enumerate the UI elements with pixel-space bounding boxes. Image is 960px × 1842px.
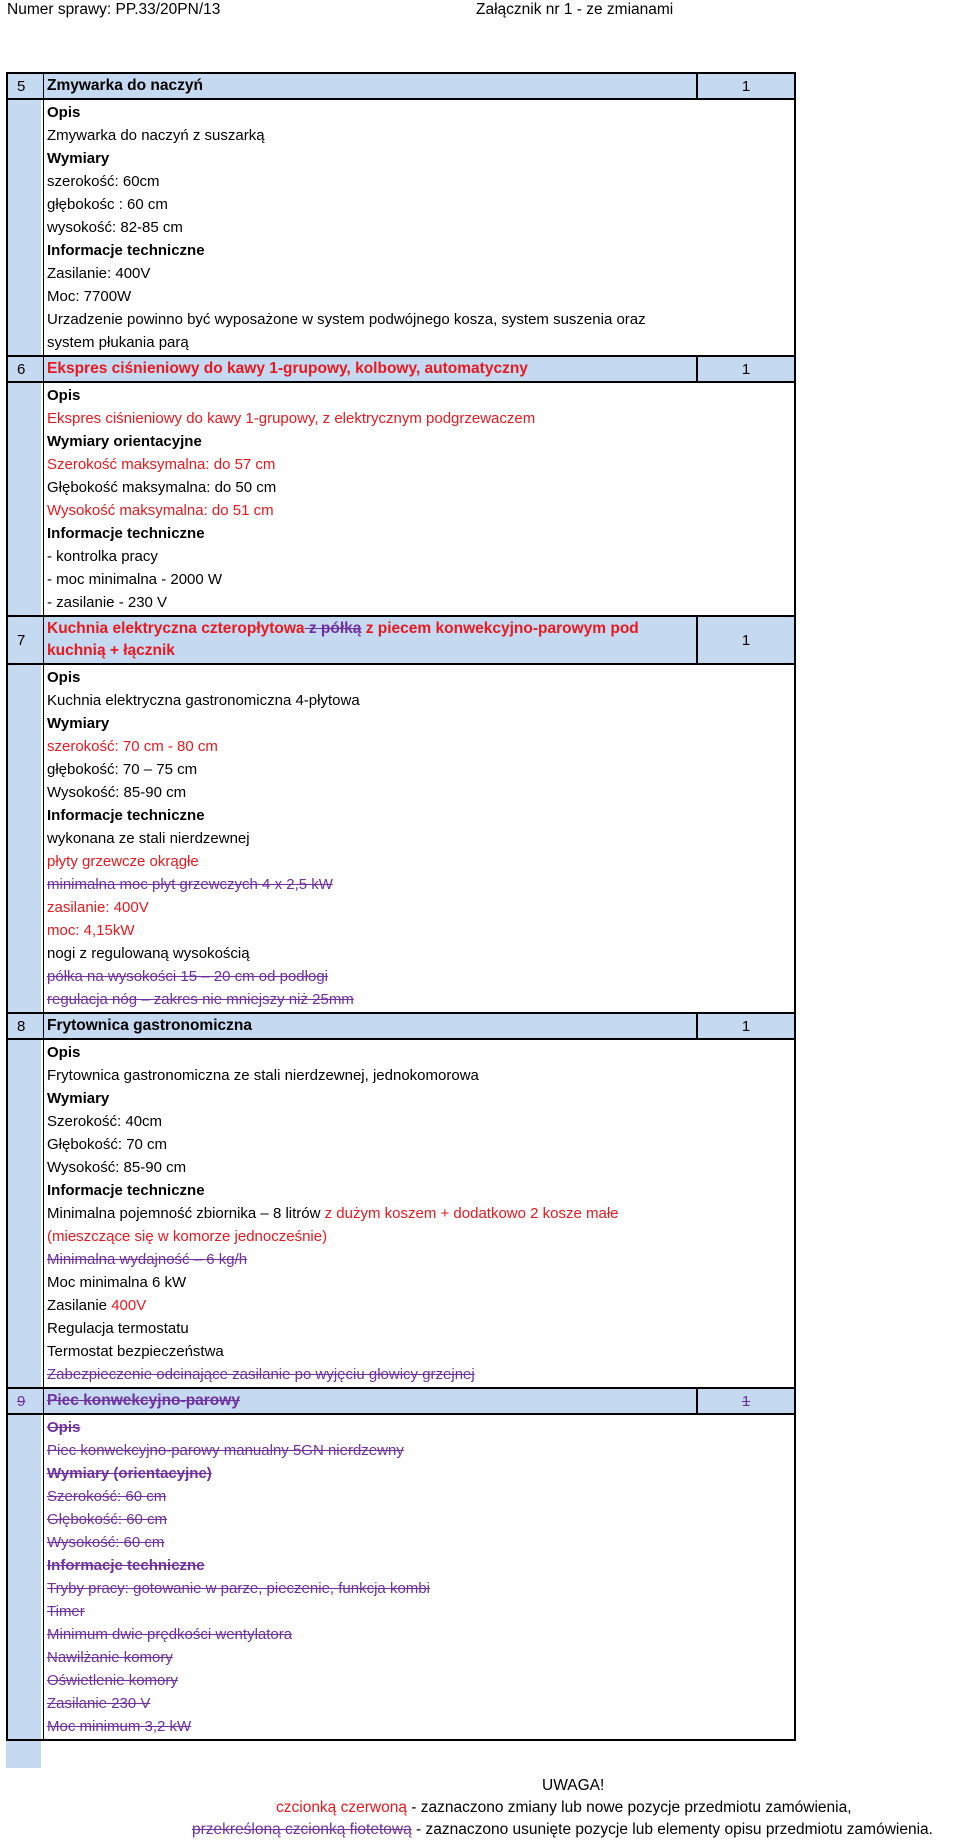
description-line: Wymiary (orientacyjne) [47, 1465, 212, 1482]
description-line: - zasilanie - 230 V [47, 594, 168, 611]
page-header [0, 0, 960, 28]
item-quantity: 1 [741, 360, 751, 378]
item-quantity: 1 [741, 1017, 751, 1035]
description-line: Opis [47, 387, 81, 404]
description-line [47, 1294, 794, 1317]
item-section [6, 72, 796, 357]
description-line: wysokość: 82-85 cm [47, 219, 183, 236]
description-line: głębokośc : 60 cm [47, 196, 168, 213]
description-line: Wysokość maksymalna: do 51 cm [47, 502, 274, 519]
description-line: Wymiary [47, 1090, 110, 1107]
description-line: Opis [47, 1419, 81, 1436]
description-line: zasilanie: 400V [47, 899, 149, 916]
description-line: szerokość: 60cm [47, 173, 160, 190]
description-line: Urzadzenie powinno być wyposażone w system podwójnego kosza, system suszenia oraz [47, 311, 646, 328]
description-line: Wysokość: 85-90 cm [47, 784, 187, 801]
item-section [6, 617, 796, 1014]
description-line: Wymiary orientacyjne [47, 433, 202, 450]
description-line: płyty grzewcze okrągłe [47, 853, 199, 870]
item-number: 9 [17, 1392, 26, 1410]
description-line: Opis [47, 104, 81, 121]
item-header-row [8, 617, 794, 665]
item-title-text: Zmywarka do naczyń [47, 77, 203, 94]
item-title-text: Piec konwekcyjno-parowy [47, 1392, 240, 1409]
items-table [6, 72, 796, 1741]
legend-strike-sample: przekreśloną czcionką fiotetową [192, 1821, 412, 1838]
description-line: Nawilżanie komory [47, 1649, 173, 1666]
description-line: Oświetlenie komory [47, 1672, 178, 1689]
description-line: Minimum dwie prędkości wentylatora [47, 1626, 293, 1643]
item-description [43, 100, 794, 355]
item-quantity: 1 [741, 77, 751, 95]
description-line: Zasilanie 230 V [47, 1695, 151, 1712]
description-line: Szerokość maksymalna: do 57 cm [47, 456, 276, 473]
description-line: Wysokość: 60 cm [47, 1534, 165, 1551]
description-line: Tryby pracy: gotowanie w parze, pieczenie, funkcja kombi [47, 1580, 430, 1597]
description-line: - kontrolka pracy [47, 548, 158, 565]
item-title [43, 617, 698, 663]
item-number: 8 [17, 1017, 26, 1035]
item-description [43, 383, 794, 615]
item-number: 7 [17, 631, 26, 649]
description-line: Moc minimum 3,2 kW [47, 1718, 192, 1735]
description-line: Piec konwekcyjno-parowy manualny 5GN nierdzewny [47, 1442, 404, 1459]
description-line: Frytownica gastronomiczna ze stali nierdzewnej, jednokomorowa [47, 1067, 479, 1084]
legend-strike-text: - zaznaczono usunięte pozycje lub elementy opisu przedmiotu zamówienia. [411, 1821, 933, 1838]
description-line: Zasilanie: 400V [47, 265, 151, 282]
item-description [43, 1415, 794, 1739]
description-line: Opis [47, 669, 81, 686]
description-line: Moc minimalna 6 kW [47, 1274, 187, 1291]
description-line: Informacje techniczne [47, 1182, 205, 1199]
item-header-row [8, 1014, 794, 1040]
description-line: Informacje techniczne [47, 242, 205, 259]
description-line: Wysokość: 85-90 cm [47, 1159, 187, 1176]
description-line: szerokość: 70 cm - 80 cm [47, 738, 218, 755]
description-line: (mieszczące się w komorze jednocześnie) [47, 1228, 328, 1245]
item-header-row [8, 357, 794, 383]
description-line: moc: 4,15kW [47, 922, 135, 939]
description-line: Informacje techniczne [47, 807, 205, 824]
description-line: Termostat bezpieczeństwa [47, 1343, 224, 1360]
legend-strike [192, 1819, 933, 1841]
item-quantity: 1 [741, 1392, 751, 1410]
description-line: Regulacja termostatu [47, 1320, 189, 1337]
description-line: regulacja nóg – zakres nie mniejszy niż 25mm [47, 991, 354, 1008]
item-section [6, 357, 796, 617]
case-number: Numer sprawy: PP.33/20PN/13 [7, 1, 221, 18]
description-line: Szerokość: 60 cm [47, 1488, 167, 1505]
item-number: 6 [17, 360, 26, 378]
attachment-label: Załącznik nr 1 - ze zmianami [476, 1, 674, 18]
item-title [43, 74, 698, 98]
description-line: Głębokość: 60 cm [47, 1511, 168, 1528]
item-section [6, 1389, 796, 1741]
description-line: minimalna moc płyt grzewczych 4 x 2,5 kW [47, 876, 333, 893]
item-title-text: Frytownica gastronomiczna [47, 1017, 252, 1034]
item-title-text: Ekspres ciśnieniowy do kawy 1-grupowy, kolbowy, automatyczny [47, 360, 528, 377]
item-title-part: z piecem konwekcyjno-parowym pod kuchnią + łącznik [47, 620, 639, 659]
description-line: - moc minimalna - 2000 W [47, 571, 223, 588]
description-line: Informacje techniczne [47, 1557, 205, 1574]
description-line: nogi z regulowaną wysokością [47, 945, 250, 962]
description-line: Głębokość: 70 cm [47, 1136, 168, 1153]
description-line: Wymiary [47, 715, 110, 732]
warning-label: UWAGA! [542, 1777, 605, 1794]
description-line: Ekspres ciśnieniowy do kawy 1-grupowy, z elektrycznym podgrzewaczem [47, 410, 536, 427]
description-part: Minimalna pojemność zbiornika – 8 litrów [47, 1205, 325, 1222]
item-title [43, 1389, 698, 1413]
description-line [47, 1202, 794, 1225]
description-line: Moc: 7700W [47, 288, 132, 305]
item-header-row [8, 74, 794, 100]
description-line: półka na wysokości 15 – 20 cm od podłogi [47, 968, 329, 985]
description-line: system płukania parą [47, 334, 189, 351]
description-part: z dużym koszem + dodatkowo 2 kosze małe [324, 1205, 619, 1222]
description-part: 400V [111, 1297, 147, 1314]
legend-red-sample: czcionką czerwoną [276, 1799, 407, 1816]
legend-red-text: - zaznaczono zmiany lub nowe pozycje przedmiotu zamówienia, [406, 1799, 852, 1816]
item-title-part: z półką [304, 620, 362, 637]
description-line: Szerokość: 40cm [47, 1113, 163, 1130]
description-line: Wymiary [47, 150, 110, 167]
item-description [43, 665, 794, 1012]
item-header-row [8, 1389, 794, 1415]
item-title-part: Kuchnia elektryczna czteropłytowa [47, 620, 305, 637]
description-line: Opis [47, 1044, 81, 1061]
description-line: Zmywarka do naczyń z suszarką [47, 127, 265, 144]
item-quantity: 1 [741, 631, 751, 649]
item-section [6, 1014, 796, 1389]
item-description [43, 1040, 794, 1387]
description-line: Minimalna wydajność – 6 kg/h [47, 1251, 248, 1268]
description-line: głębokość: 70 – 75 cm [47, 761, 198, 778]
description-line: Timer [47, 1603, 85, 1620]
description-part: Zasilanie [47, 1297, 112, 1314]
item-title [43, 357, 698, 381]
description-line: Informacje techniczne [47, 525, 205, 542]
legend-red [276, 1797, 852, 1819]
description-line: wykonana ze stali nierdzewnej [47, 830, 250, 847]
item-number: 5 [17, 77, 26, 95]
description-line: Zabezpieczenie odcinające zasilanie po wyjęciu głowicy grzejnej [47, 1366, 475, 1383]
description-line: Głębokość maksymalna: do 50 cm [47, 479, 277, 496]
description-line: Kuchnia elektryczna gastronomiczna 4-płytowa [47, 692, 360, 709]
item-title [43, 1014, 698, 1038]
